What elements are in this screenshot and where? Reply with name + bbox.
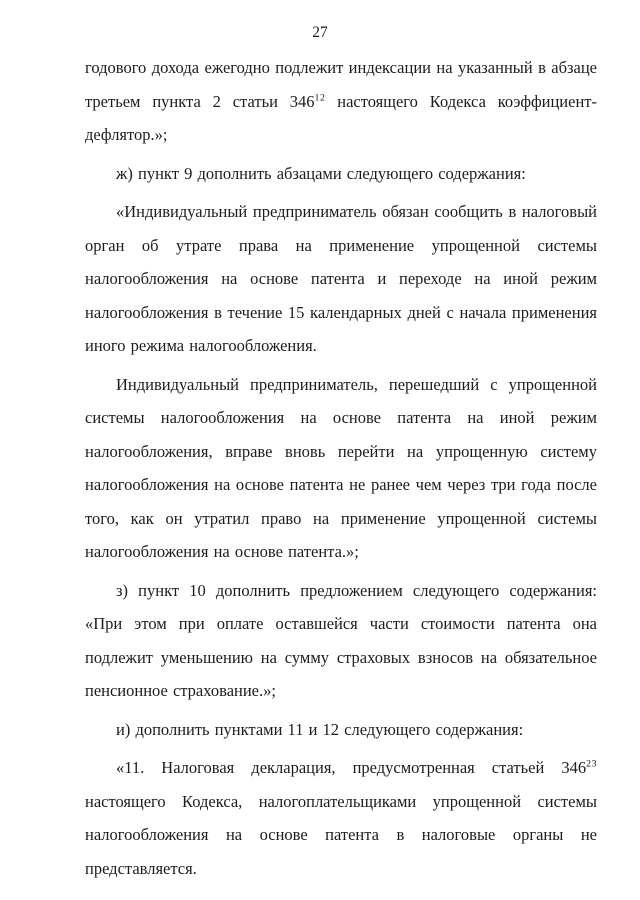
text-run: з) пункт 10 дополнить предложением следующего содержания: «При этом при оплате оставшейся части стоимости патента она подлежит уменьшению на сумму страховых взносов на обязательное пенсионное страхование.»; <box>85 580 597 700</box>
paragraph <box>85 751 597 885</box>
text-run: «11. Налоговая декларация, предусмотренная статьей 346 <box>116 758 587 777</box>
text-run: настоящего Кодекса, налогоплательщиками упрощенной системы налогообложения на основе патента в налоговые органы не представляется. <box>85 791 597 878</box>
text-run: Индивидуальный предприниматель, перешедший с упрощенной системы налогообложения на основе патента на иной режим налогообложения, вправе вновь перейти на упрощенную систему налогообложения на основе патента не ранее чем через три года после того, как он утратил право на применение упрощенной системы налогообложения на основе патента.»; <box>85 374 597 561</box>
page-number: 27 <box>312 24 328 41</box>
paragraph <box>85 574 597 708</box>
text-run: годового дохода ежегодно подлежит индексации на указанный в абзаце третьем пункта 2 статьи 346 <box>85 58 597 111</box>
document-body <box>85 51 597 885</box>
text-run: «Индивидуальный предприниматель обязан сообщить в налоговый орган об утрате права на применение упрощенной системы налогообложения на основе патента и переходе на иной режим налогообложения в течение 15 календарных дней с начала применения иного режима налогообложения. <box>85 202 597 355</box>
superscript-reference: 23 <box>586 758 597 770</box>
paragraph <box>85 51 597 152</box>
paragraph <box>85 195 597 363</box>
paragraph <box>85 368 597 569</box>
text-run: ж) пункт 9 дополнить абзацами следующего содержания: <box>116 163 526 183</box>
text-run: и) дополнить пунктами 11 и 12 следующего содержания: <box>116 719 524 739</box>
paragraph <box>85 713 597 747</box>
superscript-reference: 12 <box>314 92 326 103</box>
paragraph <box>85 157 597 191</box>
text-run: настоящего Кодекса коэффициент-дефлятор.»; <box>85 91 597 144</box>
